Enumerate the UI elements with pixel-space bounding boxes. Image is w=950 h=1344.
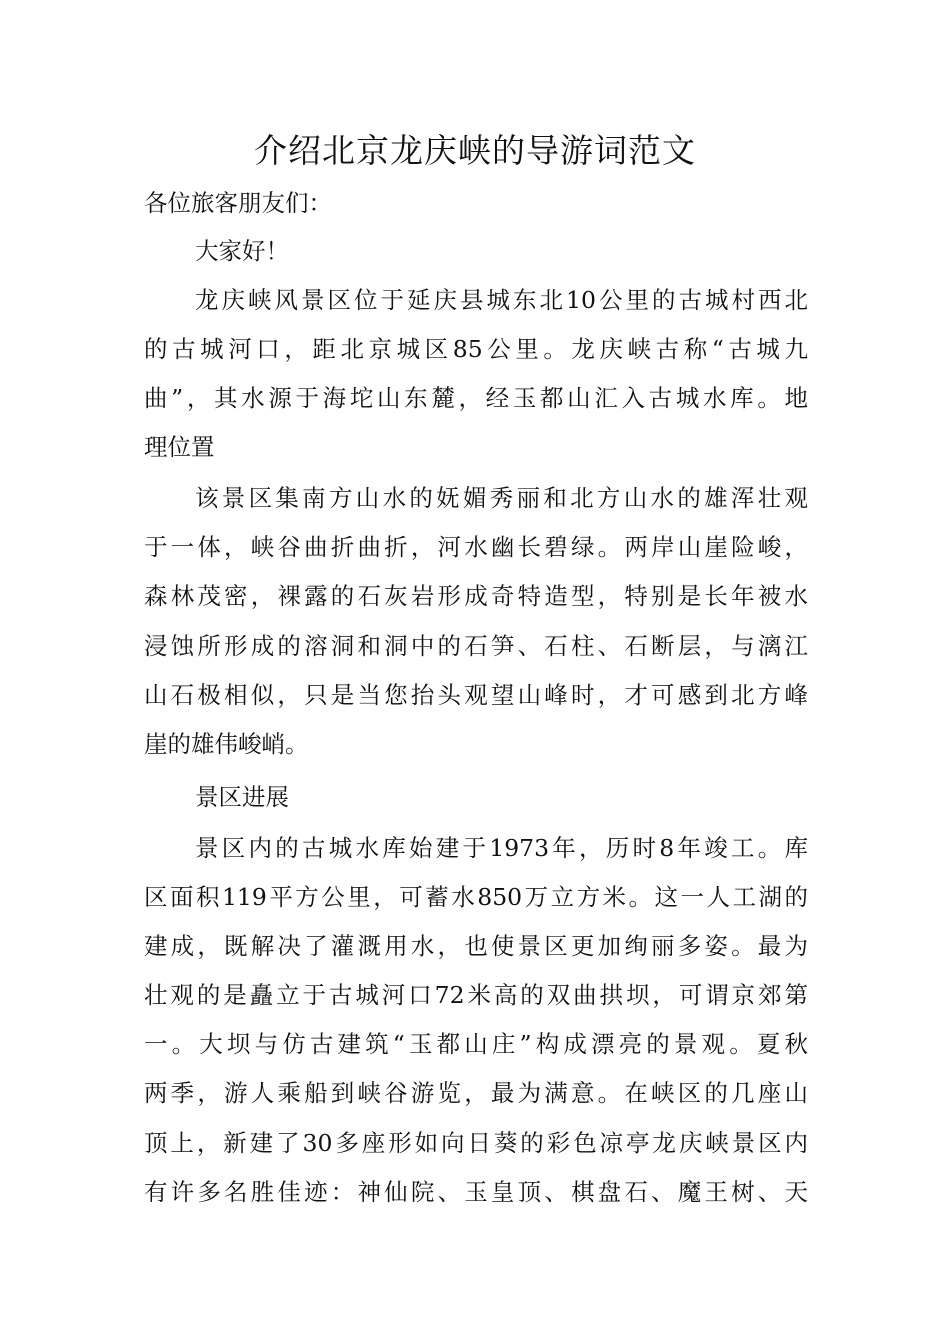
paragraph-line: 有许多名胜佳迹：神仙院、玉皇顶、棋盘石、魔王树、天 [144,1178,808,1206]
paragraph-line: 森林茂密，裸露的石灰岩形成奇特造型，特别是长年被水 [144,582,808,610]
paragraph-line: 曲”，其水源于海坨山东麓，经玉都山汇入古城水库。地 [144,384,808,412]
paragraph-line: 建成，既解决了灌溉用水，也使景区更加绚丽多姿。最为 [144,932,808,960]
paragraph-line: 的古城河口，距北京城区85公里。龙庆峡古称“古城九 [144,335,808,363]
paragraph-line: 山石极相似，只是当您抬头观望山峰时，才可感到北方峰 [144,681,808,709]
paragraph-line: 顶上，新建了30多座形如向日葵的彩色凉亭龙庆峡景区内 [144,1129,808,1157]
document-title: 介绍北京龙庆峡的导游词范文 [254,131,696,170]
paragraph-line: 于一体，峡谷曲折曲折，河水幽长碧绿。两岸山崖险峻， [144,533,808,561]
paragraph-line: 该景区集南方山水的妩媚秀丽和北方山水的雄浑壮观 [195,484,808,512]
paragraph-line: 区面积119平方公里，可蓄水850万立方米。这一人工湖的 [144,883,808,911]
salutation-line: 各位旅客朋友们： [144,189,332,217]
paragraph-line: 理位置 [144,433,215,461]
paragraph-line: 景区内的古城水库始建于1973年，历时8年竣工。库 [195,834,808,862]
paragraph-line: 龙庆峡风景区位于延庆县城东北10公里的古城村西北 [195,286,808,314]
paragraph-line: 两季，游人乘船到峡谷游览，最为满意。在峡区的几座山 [144,1079,808,1107]
section-heading: 景区进展 [195,783,289,811]
paragraph-line: 壮观的是矗立于古城河口72米高的双曲拱坝，可谓京郊第 [144,981,808,1009]
paragraph-line: 崖的雄伟峻峭。 [144,730,309,758]
paragraph-line: 浸蚀所形成的溶洞和洞中的石笋、石柱、石断层，与漓江 [144,632,808,660]
greeting-line: 大家好！ [195,237,289,265]
paragraph-line: 一。大坝与仿古建筑“玉都山庄”构成漂亮的景观。夏秋 [144,1030,808,1058]
